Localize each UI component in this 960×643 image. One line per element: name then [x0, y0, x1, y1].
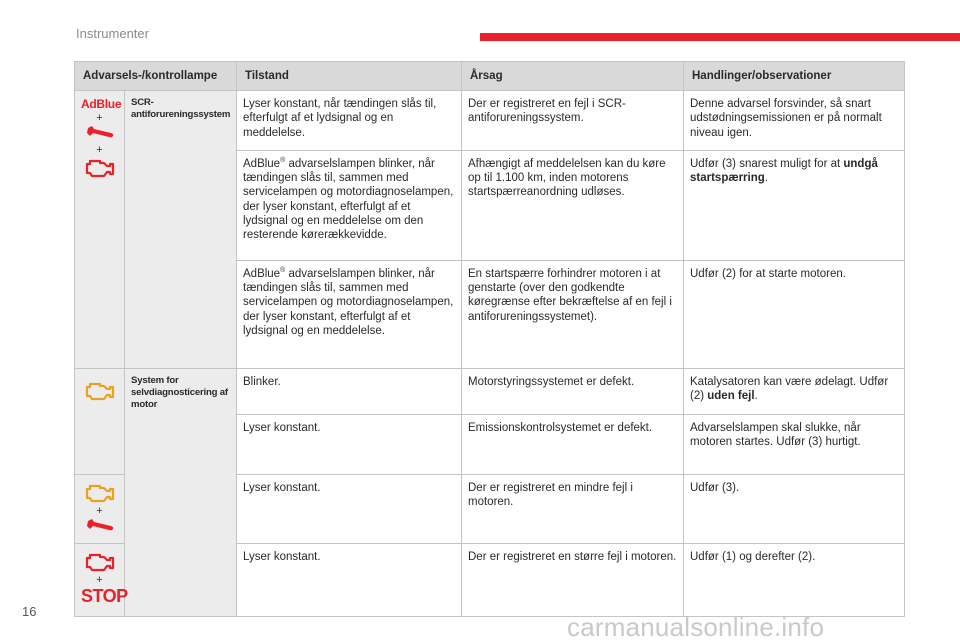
plus-sign: + — [96, 112, 103, 125]
col-header-handlinger: Handlinger/observationer — [684, 62, 905, 91]
col-header-arsag: Årsag — [462, 62, 684, 91]
scr-icon-cell — [75, 91, 125, 369]
diag-tilstand-4: Lyser konstant. — [237, 543, 462, 616]
scr-tilstand-3: AdBlue® advarselslampen blinker, når tændingen slås til, sammen med servicelampen og motordiagnoselampen, der lyser konstant, efterfulgt af et lydsignal og en meddelelse. — [237, 260, 462, 368]
diag-tilstand-3: Lyser konstant. — [237, 474, 462, 543]
wrench-icon — [85, 124, 115, 140]
diag-icon-cell-2 — [75, 474, 125, 543]
col-header-tilstand: Tilstand — [237, 62, 462, 91]
plus-sign: + — [96, 504, 103, 517]
engine-icon — [84, 481, 116, 505]
scr-arsag-1: Der er registreret en fejl i SCR-antiforureningssystem. — [462, 91, 684, 151]
engine-icon — [84, 379, 116, 403]
diag-arsag-2: Emissionskontrolsystemet er defekt. — [462, 414, 684, 474]
diag-arsag-3: Der er registreret en mindre fejl i motoren. — [462, 474, 684, 543]
scr-handling-2: Udfør (3) snarest muligt for at undgå startspærring. — [684, 150, 905, 260]
watermark: carmanualsonline.info — [567, 612, 825, 642]
table-row — [75, 91, 905, 151]
diag-icon-cell-3 — [75, 543, 128, 616]
diag-handling-1: Katalysatoren kan være ødelagt. Udfør (2) uden fejl. — [684, 368, 905, 414]
diag-handling-4: Udfør (1) og derefter (2). — [684, 543, 905, 616]
header-accent-bar — [480, 33, 960, 41]
scr-arsag-2: Afhængigt af meddelelsen kan du køre op til 1.100 km, inden motorens startspærreanordning udløses. — [462, 150, 684, 260]
diag-tilstand-1: Blinker. — [237, 368, 462, 414]
diag-system-name: System for selvdiagnosticering af motor — [125, 368, 237, 616]
diag-icon-cell-1 — [75, 368, 125, 474]
scr-handling-3: Udfør (2) for at starte motoren. — [684, 260, 905, 368]
section-title: Instrumenter — [76, 26, 149, 41]
diag-handling-3: Udfør (3). — [684, 474, 905, 543]
scr-tilstand-1: Lyser konstant, når tændingen slås til, efterfulgt af et lydsignal og en meddelelse. — [237, 91, 462, 151]
scr-system-name: SCR-antiforureningssystem — [125, 91, 237, 369]
scr-tilstand-2: AdBlue® advarselslampen blinker, når tændingen slås til, sammen med servicelampen og motordiagnoselampen, der lyser konstant, efterfulgt af et lydsignal og en meddelelse om den resterende kørerækkevidde. — [237, 150, 462, 260]
engine-icon — [84, 550, 116, 574]
diag-tilstand-2: Lyser konstant. — [237, 414, 462, 474]
adblue-icon: AdBlue — [81, 97, 122, 111]
engine-icon — [84, 156, 116, 180]
col-header-lamp: Advarsels-/kontrollampe — [75, 62, 237, 91]
diag-arsag-4: Der er registreret en større fejl i motoren. — [462, 543, 684, 616]
diag-handling-2: Advarselslampen skal slukke, når motoren startes. Udfør (3) hurtigt. — [684, 414, 905, 474]
page-number: 16 — [22, 604, 37, 619]
table-header-row — [75, 62, 905, 91]
wrench-icon — [85, 517, 115, 533]
stop-icon: STOP — [81, 585, 128, 606]
diag-arsag-1: Motorstyringssystemet er defekt. — [462, 368, 684, 414]
plus-sign: + — [96, 144, 103, 157]
warning-lamps-table — [74, 61, 905, 617]
plus-sign: + — [96, 573, 103, 586]
scr-arsag-3: En startspærre forhindrer motoren i at genstarte (over den godkendte køregrænse efter bekræftelse af en fejl i antiforureningssystemet). — [462, 260, 684, 368]
table-row — [75, 368, 905, 414]
scr-handling-1: Denne advarsel forsvinder, så snart udstødningsemissionen er på normalt niveau igen. — [684, 91, 905, 151]
